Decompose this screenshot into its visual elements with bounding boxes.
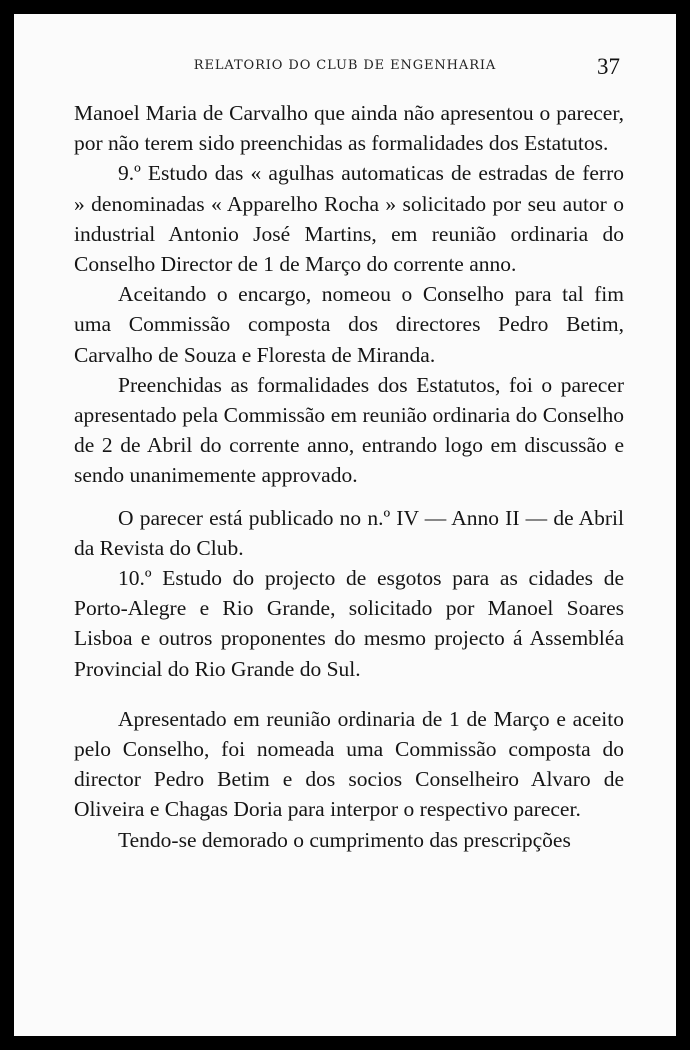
paragraph-commission: Aceitando o encargo, nomeou o Conselho para tal fim uma Commissão composta dos directores Pedro Betim, Carvalho de Souza e Floresta de Miranda. (74, 282, 624, 367)
paragraph-publication: O parecer está publicado no n.º IV — Anno II — de Abril da Revista do Club. (74, 505, 624, 560)
paragraph-item-9: 9.º Estudo das « agulhas automaticas de estradas de ferro » denominadas « Apparelho Rocha » solicitado por seu autor o industrial Antonio José Martins, em reunião ordinaria do Conselho Director de 1 de Março do corrente anno. (74, 161, 624, 277)
paragraph-approval: Preenchidas as formalidades dos Estatutos, foi o parecer apresentado pela Commissão em reunião ordinaria do Conselho de 2 de Abril do corrente anno, entrando logo em discussão e sendo unanimemente approvado. (74, 372, 624, 488)
paragraph-second-commission: Apresentado em reunião ordinaria de 1 de Março e aceito pelo Conselho, foi nomeada uma Commissão composta do director Pedro Betim e dos socios Conselheiro Alvaro de Oliveira e Chagas Doria para interpor o respectivo parecer. (74, 706, 624, 822)
page-header (14, 52, 676, 82)
paragraph-continuation-end: Tendo-se demorado o cumprimento das prescripções (118, 827, 571, 852)
book-page (14, 14, 676, 1036)
body-text (74, 98, 624, 855)
paragraph-continuation: Manoel Maria de Carvalho que ainda não apresentou o parecer, por não terem sido preenchidas as formalidades dos Estatutos. (74, 101, 624, 156)
page-number: 37 (597, 54, 620, 79)
paragraph-item-10: 10.º Estudo do projecto de esgotos para as cidades de Porto-Alegre e Rio Grande, solicitado por Manoel Soares Lisboa e outros proponentes do mesmo projecto á Assembléa Provincial do Rio Grande do Sul. (74, 566, 624, 681)
running-title: RELATORIO DO CLUB DE ENGENHARIA (193, 58, 497, 73)
